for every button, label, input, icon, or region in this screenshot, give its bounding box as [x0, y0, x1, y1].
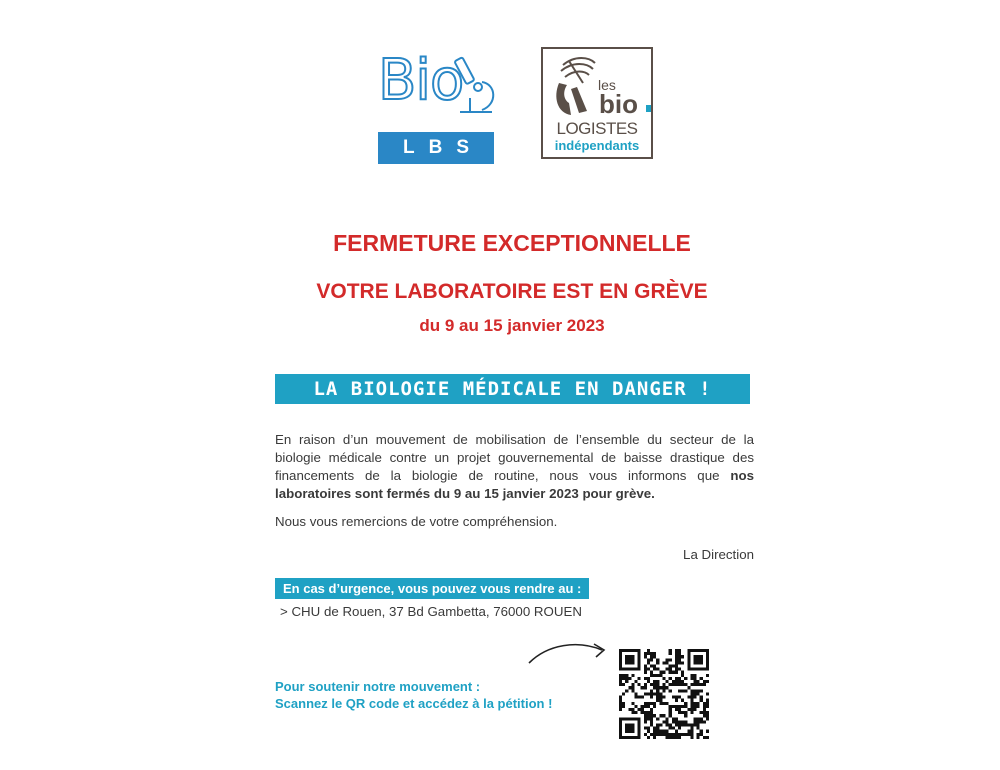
- closure-title: FERMETURE EXCEPTIONNELLE: [333, 230, 691, 256]
- curved-arrow-icon: [526, 638, 610, 668]
- bio-lbs-logo-word: Bio: [378, 48, 464, 113]
- qr-code[interactable]: [619, 649, 709, 739]
- biologistes-logo-les: les: [598, 77, 616, 93]
- emergency-banner: En cas d’urgence, vous pouvez vous rendre au :: [275, 578, 589, 599]
- thanks-text: Nous vous remercions de votre compréhension.: [275, 514, 558, 529]
- biologistes-logo-logistes: LOGISTES: [556, 119, 638, 138]
- danger-banner: LA BIOLOGIE MÉDICALE EN DANGER !: [275, 374, 750, 404]
- support-text: [275, 678, 552, 712]
- strike-dates: du 9 au 15 janvier 2023: [419, 316, 605, 335]
- biologistes-logo-independants: indépendants: [554, 138, 640, 153]
- signature: La Direction: [683, 547, 754, 562]
- body-paragraph-emphasis: nos laboratoires sont fermés du 9 au 15 janvier 2023 pour grève.: [275, 468, 754, 501]
- bio-lbs-logo: [378, 50, 496, 165]
- bio-lbs-logo-subtitle: LBS: [378, 132, 494, 164]
- biologistes-independants-logo: [541, 47, 653, 159]
- microscope-icon: [452, 54, 498, 118]
- body-paragraph-text: En raison d’un mouvement de mobilisation de l’ensemble du secteur de la biologie médicale contre un projet gouvernemental de baisse drastique des financements de la biologie de routine, nous vous informons que: [275, 432, 754, 483]
- biologistes-logo-dot: [646, 105, 651, 112]
- emergency-address: > CHU de Rouen, 37 Bd Gambetta, 76000 ROUEN: [280, 604, 582, 619]
- strike-subtitle: VOTRE LABORATOIRE EST EN GRÈVE: [316, 280, 708, 303]
- support-line-1: Pour soutenir notre mouvement :: [275, 679, 481, 694]
- body-paragraph: [275, 431, 754, 503]
- biologist-emblem-icon: [549, 53, 605, 117]
- support-line-2: Scannez le QR code et accédez à la pétition !: [275, 696, 553, 711]
- biologistes-logo-bio: bio: [599, 89, 638, 119]
